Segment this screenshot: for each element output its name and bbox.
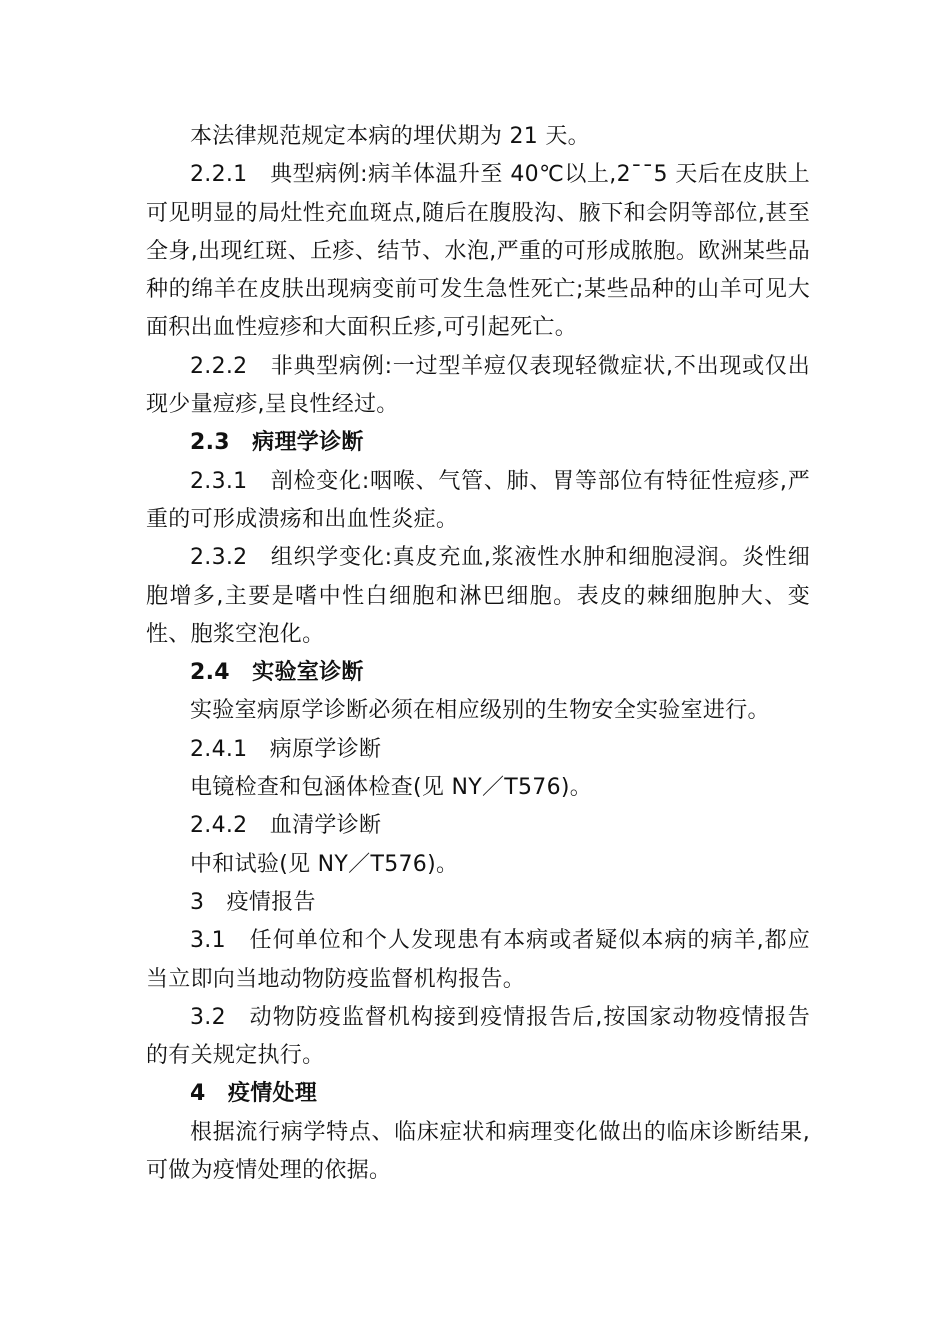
paragraph-necropsy: 2.3.1 剖检变化:咽喉、气管、肺、胃等部位有特征性痘疹,严重的可形成溃疡和出血性炎症。 xyxy=(146,468,810,532)
paragraph-report-handling: 3.2 动物防疫监督机构接到疫情报告后,按国家动物疫情报告的有关规定执行。 xyxy=(146,1004,810,1069)
paragraph-incubation: 本法律规范规定本病的埋伏期为 21 天。 xyxy=(190,124,590,149)
paragraph-lab-biosafety: 实验室病原学诊断必须在相应级别的生物安全实验室进行。 xyxy=(190,698,770,724)
paragraph-report-duty: 3.1 任何单位和个人发现患有本病或者疑似本病的病羊,都应当立即向当地动物防疫监督机构报告。 xyxy=(146,928,810,992)
heading-serology-diagnosis: 2.4.2 血清学诊断 xyxy=(190,813,382,839)
paragraph-histology: 2.3.2 组织学变化:真皮充血,浆液性水肿和细胞浸润。炎性细胞增多,主要是嗜中性白细胞和淋巴细胞。表皮的棘细胞肿大、变性、胞浆空泡化。 xyxy=(146,545,810,647)
paragraph-typical-case: 2.2.1 典型病例:病羊体温升至 40℃以上,2¯¯5 天后在皮肤上可见明显的局灶性充血斑点,随后在腹股沟、腋下和会阴等部位,甚至全身,出现红斑、丘疹、结节、水泡,严重的可形成脓胞。欧洲某些品种的绵羊在皮肤出现病变前可发生急性死亡;某些品种的山羊可见大面积出血性痘疹和大面积丘疹,可引起死亡。 xyxy=(146,162,810,341)
paragraph-atypical-case: 2.2.2 非典型病例:一过型羊痘仅表现轻微症状,不出现或仅出现少量痘疹,呈良性经过。 xyxy=(146,353,810,418)
heading-pathology-diagnosis: 2.3 病理学诊断 xyxy=(190,430,364,456)
heading-etiology-diagnosis: 2.4.1 病原学诊断 xyxy=(190,736,382,762)
heading-lab-diagnosis: 2.4 实验室诊断 xyxy=(190,660,364,686)
heading-epidemic-handling: 4 疫情处理 xyxy=(190,1081,318,1107)
paragraph-electron-microscopy: 电镜检查和包涵体检查(见 NY／T576)。 xyxy=(190,775,593,801)
heading-epidemic-report: 3 疫情报告 xyxy=(190,889,316,915)
paragraph-neutralization-test: 中和试验(见 NY／T576)。 xyxy=(190,851,459,877)
paragraph-handling-basis: 根据流行病学特点、临床症状和病理变化做出的临床诊断结果,可做为疫情处理的依据。 xyxy=(146,1119,810,1184)
document-page xyxy=(146,118,810,1190)
